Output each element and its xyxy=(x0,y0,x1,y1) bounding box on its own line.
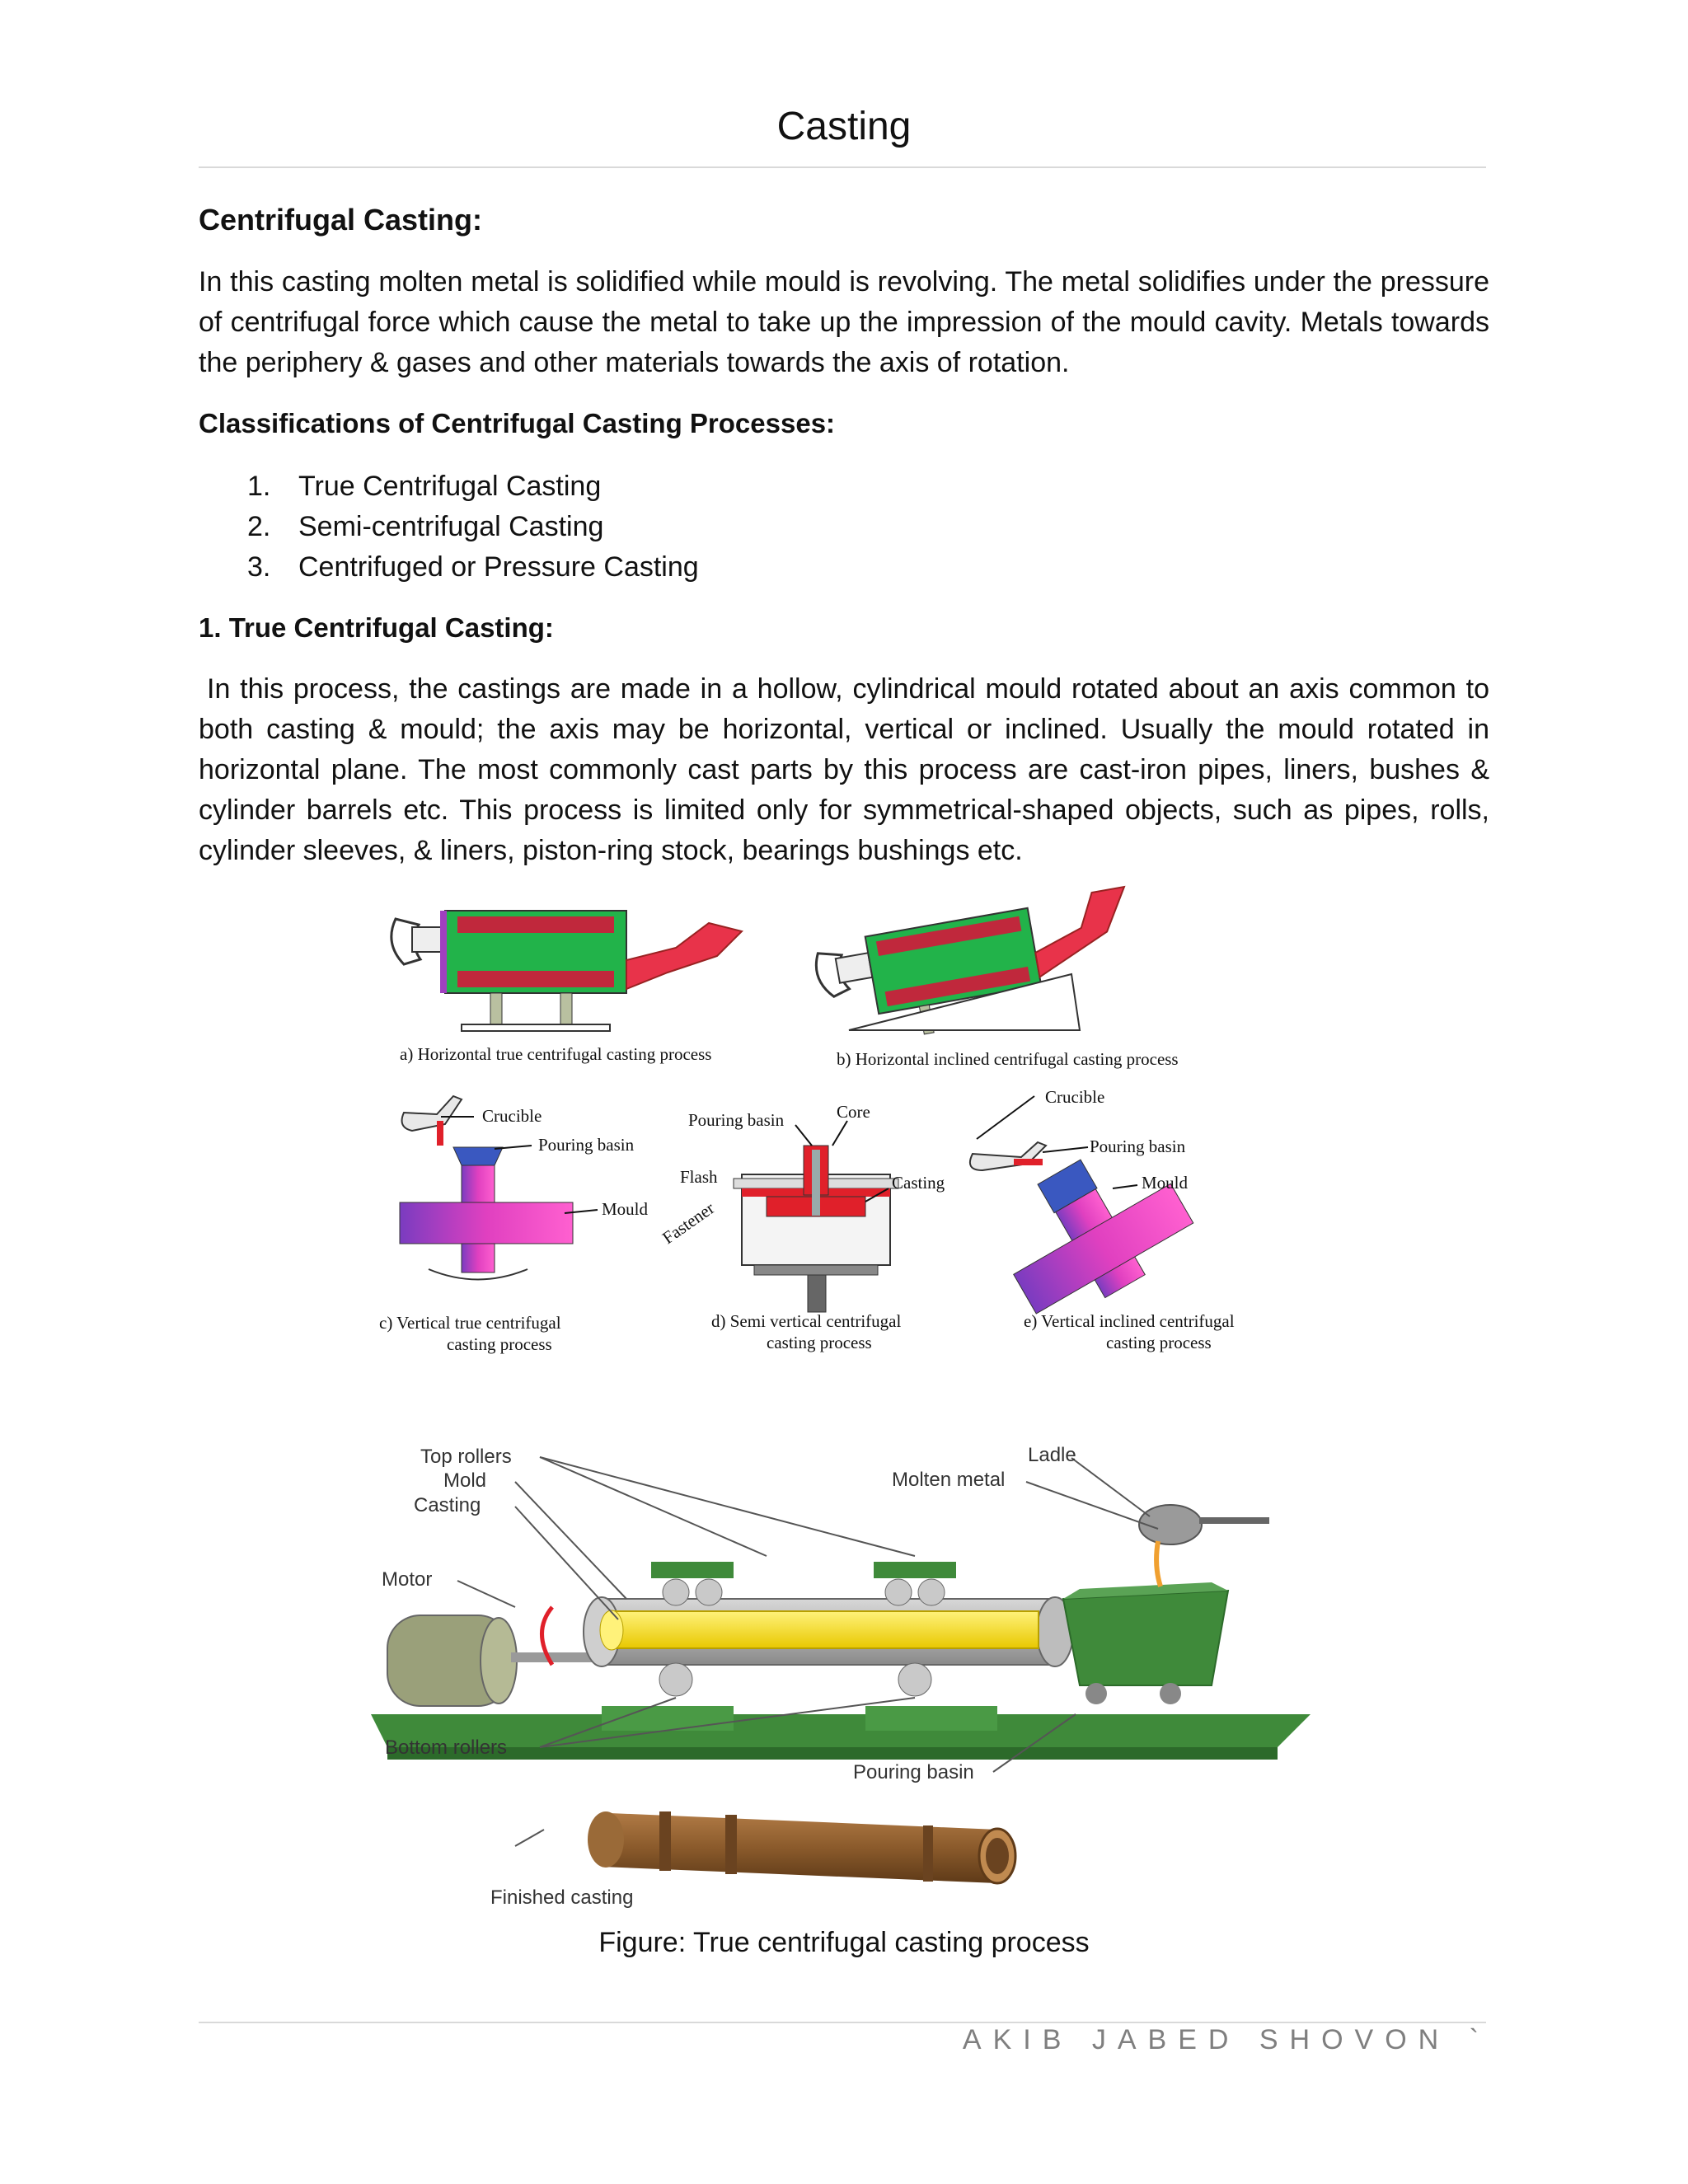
panel-e-caption-line1: e) Vertical inclined centrifugal xyxy=(1024,1311,1235,1331)
list-item-text: True Centrifugal Casting xyxy=(298,471,602,502)
panel-c-caption-line2: casting process xyxy=(447,1334,552,1354)
panel-d-casting-label: Casting xyxy=(892,1173,945,1193)
figure-illustration xyxy=(354,882,1327,1920)
panel-a-illustration xyxy=(392,911,742,1031)
mold-label: Mold xyxy=(443,1469,487,1492)
panel-d-pouring-basin-label: Pouring basin xyxy=(688,1110,785,1130)
ladle-label: Ladle xyxy=(1028,1444,1076,1466)
panel-e-mould-label: Mould xyxy=(1142,1173,1189,1193)
footer-divider xyxy=(199,2022,1486,2023)
panel-d-caption-line1: d) Semi vertical centrifugal xyxy=(711,1311,902,1331)
classifications-heading: Classifications of Centrifugal Casting Processes: xyxy=(199,408,836,438)
finished-casting-illustration xyxy=(588,1811,1015,1883)
finished-casting-label: Finished casting xyxy=(490,1886,634,1909)
list-item-text: Centrifuged or Pressure Casting xyxy=(298,551,699,583)
section-heading: Centrifugal Casting: xyxy=(199,203,483,237)
panel-c-crucible-label: Crucible xyxy=(482,1106,542,1126)
panel-b-caption: b) Horizontal inclined centrifugal casting process xyxy=(837,1049,1179,1069)
list-item xyxy=(247,547,699,588)
panel-d-illustration xyxy=(734,1121,898,1312)
intro-paragraph: In this casting molten metal is solidified while mould is revolving. The metal solidifies under the pressure of centrifugal force which cause the metal to take up the impression of the mould cavity. Metals towards the periphery & gases and other materials towards the axis of rotation. xyxy=(199,266,1489,378)
footer-author: AKIB JABED SHOVON ` xyxy=(962,2024,1490,2055)
molten-metal-label: Molten metal xyxy=(892,1469,1006,1491)
panel-d-core-label: Core xyxy=(837,1102,870,1122)
classifications-list xyxy=(247,466,699,588)
centrifugal-casting-figure xyxy=(354,882,1327,1920)
panel-c-caption-line1: c) Vertical true centrifugal xyxy=(379,1313,561,1333)
panel-d-caption-line2: casting process xyxy=(767,1333,872,1352)
panel-e-pouring-basin-label: Pouring basin xyxy=(1090,1137,1186,1156)
list-item-number: 3. xyxy=(247,551,271,583)
sub-heading: 1. True Centrifugal Casting: xyxy=(199,612,554,643)
panel-c-mould-label: Mould xyxy=(602,1199,649,1219)
machine-illustration xyxy=(371,1457,1311,1846)
list-item-number: 1. xyxy=(247,471,271,502)
panel-e-illustration xyxy=(970,1096,1203,1332)
panel-e-crucible-label: Crucible xyxy=(1045,1087,1105,1107)
panel-d-fastener-label: Fastener xyxy=(659,1197,719,1249)
header-divider xyxy=(199,166,1486,168)
top-rollers-label: Top rollers xyxy=(420,1446,512,1468)
sub-paragraph: In this process, the castings are made in a hollow, cylindrical mould rotated about an axis common to both casting & mould; the axis may be horizontal, vertical or inclined. Usually the mould rotated in horizontal plane. The most commonly cast parts by this process are cast-iron pipes, liners, bushes & cylinder barrels etc. This process is limited only for symmetrical-shaped objects, such as pipes, rolls, cylinder sleeves, & liners, piston-ring stock, bearings bushings etc. xyxy=(199,673,1489,866)
panel-e-caption-line2: casting process xyxy=(1106,1333,1212,1352)
casting-label: Casting xyxy=(414,1494,481,1516)
list-item-number: 2. xyxy=(247,511,271,542)
bottom-rollers-label: Bottom rollers xyxy=(385,1736,508,1759)
list-item-text: Semi-centrifugal Casting xyxy=(298,511,604,542)
list-item xyxy=(247,507,699,547)
pouring-basin-label: Pouring basin xyxy=(853,1761,974,1783)
panel-c-pouring-basin-label: Pouring basin xyxy=(538,1135,635,1155)
page-header-title: Casting xyxy=(776,105,912,148)
panel-d-flash-label: Flash xyxy=(680,1167,718,1187)
list-item xyxy=(247,466,699,507)
panel-a-caption: a) Horizontal true centrifugal casting process xyxy=(400,1044,712,1064)
motor-label: Motor xyxy=(382,1568,433,1591)
figure-caption: Figure: True centrifugal casting process xyxy=(598,1927,1090,1958)
